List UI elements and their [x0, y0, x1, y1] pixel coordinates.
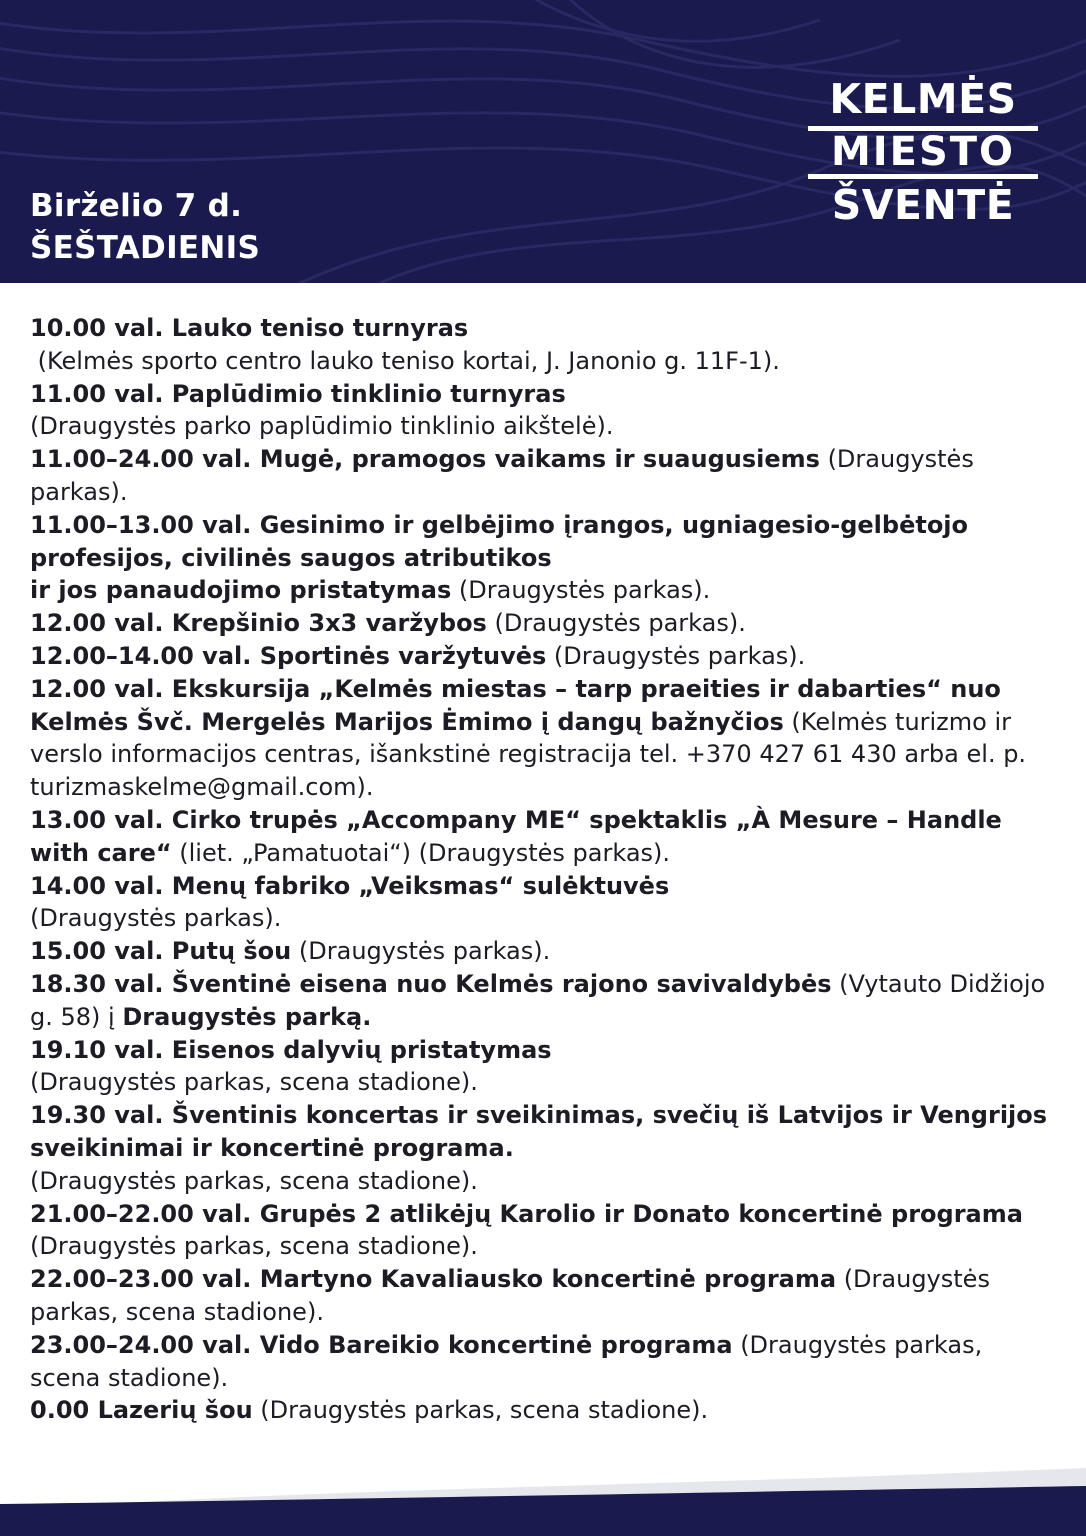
header-banner	[0, 0, 1086, 283]
entry-details: (liet. „Pamatuotai“) (Draugystės parkas).	[171, 838, 671, 867]
program-entry	[30, 378, 1050, 411]
weekday-text: ŠEŠTADIENIS	[30, 230, 261, 266]
program-entry	[30, 509, 1050, 575]
festival-logo	[808, 76, 1038, 228]
entry-title: ir jos panaudojimo pristatymas	[30, 576, 452, 605]
entry-destination: Draugystės parką.	[122, 1002, 372, 1031]
program-entry	[30, 804, 1050, 870]
entry-details: (Draugystės parkas).	[486, 609, 746, 638]
program-entry	[30, 1394, 1050, 1427]
entry-details: (Vytauto Didžiojo g. 58) į	[30, 969, 1046, 1031]
entry-title: 11.00–24.00 val. Mugė, pramogos vaikams ir suaugusiems	[30, 445, 820, 474]
entry-details: (Kelmės turizmo ir verslo informacijos centras, išankstinė registracija tel. +370 427 61 430 arba el. p. turizmaskelme@gmail.com).	[30, 707, 1027, 802]
entry-title: 21.00–22.00 val. Grupės 2 atlikėjų Karolio ir Donato koncertinė programa	[30, 1199, 1023, 1228]
entry-title: 13.00 val. Cirko trupės „Accompany ME“ spektaklis „À Mesure – Handle with care“	[30, 805, 1002, 867]
logo-line-1: KELMĖS	[829, 75, 1017, 123]
date-heading	[30, 185, 260, 269]
entry-title: 18.30 val. Šventinė eisena nuo Kelmės rajono savivaldybės	[30, 969, 832, 998]
entry-title: 23.00–24.00 val. Vido Bareikio koncertinė programa	[30, 1330, 733, 1359]
program-entry	[30, 902, 1050, 935]
entry-title: 10.00 val. Lauko teniso turnyras	[30, 314, 469, 342]
program-entry	[30, 870, 1050, 903]
program-entry	[30, 1099, 1050, 1165]
program-entry	[30, 1198, 1050, 1264]
entry-title: 11.00–13.00 val. Gesinimo ir gelbėjimo įrangos, ugniagesio-gelbėtojo profesijos, civilinės saugos atributikos	[30, 510, 969, 572]
entry-details: (Draugystės parkas).	[291, 937, 551, 966]
program-entry	[30, 1263, 1050, 1329]
entry-title: 15.00 val. Putų šou	[30, 937, 292, 966]
entry-details: (Draugystės parkas, scena stadione).	[30, 1068, 478, 1097]
entry-title: 19.10 val. Eisenos dalyvių pristatymas	[30, 1035, 552, 1064]
entry-details: (Draugystės parkas, scena stadione).	[30, 1265, 990, 1326]
logo-line-2: MIESTO	[808, 126, 1038, 179]
event-program	[30, 312, 1050, 1427]
program-entry	[30, 574, 1050, 607]
program-entry	[30, 1329, 1050, 1395]
program-entry	[30, 968, 1050, 1034]
entry-title: 22.00–23.00 val. Martyno Kavaliausko koncertinė programa	[30, 1265, 837, 1294]
entry-title: 12.00–14.00 val. Sportinės varžytuvės	[30, 641, 547, 670]
program-entry	[30, 443, 1050, 509]
entry-title: 19.30 val. Šventinis koncertas ir sveikinimas, svečių iš Latvijos ir Vengrijos sveikinimai ir koncertinė programa.	[30, 1101, 1048, 1162]
entry-details: (Draugystės parko paplūdimio tinklinio aikštelė).	[30, 412, 614, 441]
program-entry	[30, 410, 1050, 443]
logo-line-3: ŠVENTĖ	[831, 181, 1015, 229]
program-entry	[30, 345, 1050, 378]
program-entry	[30, 1165, 1050, 1198]
program-entry	[30, 673, 1050, 804]
entry-title: 12.00 val. Krepšinio 3x3 varžybos	[30, 609, 487, 638]
footer-wave	[0, 1460, 1086, 1536]
entry-details: (Draugystės parkas).	[546, 641, 806, 670]
entry-details: (Draugystės parkas).	[30, 904, 282, 933]
program-entry	[30, 1034, 1050, 1067]
entry-details: (Draugystės parkas, scena stadione).	[30, 1232, 478, 1261]
program-entry	[30, 607, 1050, 640]
program-entry	[30, 640, 1050, 673]
entry-details: (Draugystės parkas).	[451, 576, 711, 605]
program-entry	[30, 935, 1050, 968]
entry-title: 14.00 val. Menų fabriko „Veiksmas“ sulėktuvės	[30, 871, 670, 900]
entry-details: (Draugystės parkas).	[30, 445, 974, 506]
program-entry	[30, 1066, 1050, 1099]
entry-title: 11.00 val. Paplūdimio tinklinio turnyras	[30, 379, 566, 408]
entry-title: 0.00 Lazerių šou	[30, 1396, 253, 1425]
date-text: Birželio 7 d.	[30, 188, 243, 224]
entry-details: (Kelmės sporto centro lauko teniso kortai, J. Janonio g. 11F-1).	[30, 346, 780, 375]
entry-details: (Draugystės parkas, scena stadione).	[30, 1166, 478, 1195]
program-entry	[30, 312, 1050, 345]
entry-details: (Draugystės parkas, scena stadione).	[30, 1330, 983, 1392]
entry-title: 12.00 val. Ekskursija „Kelmės miestas – tarp praeities ir dabarties“ nuo Kelmės Švč. Mergelės Marijos Ėmimo į dangų bažnyčios	[30, 674, 1001, 736]
entry-details: (Draugystės parkas, scena stadione).	[252, 1396, 709, 1425]
